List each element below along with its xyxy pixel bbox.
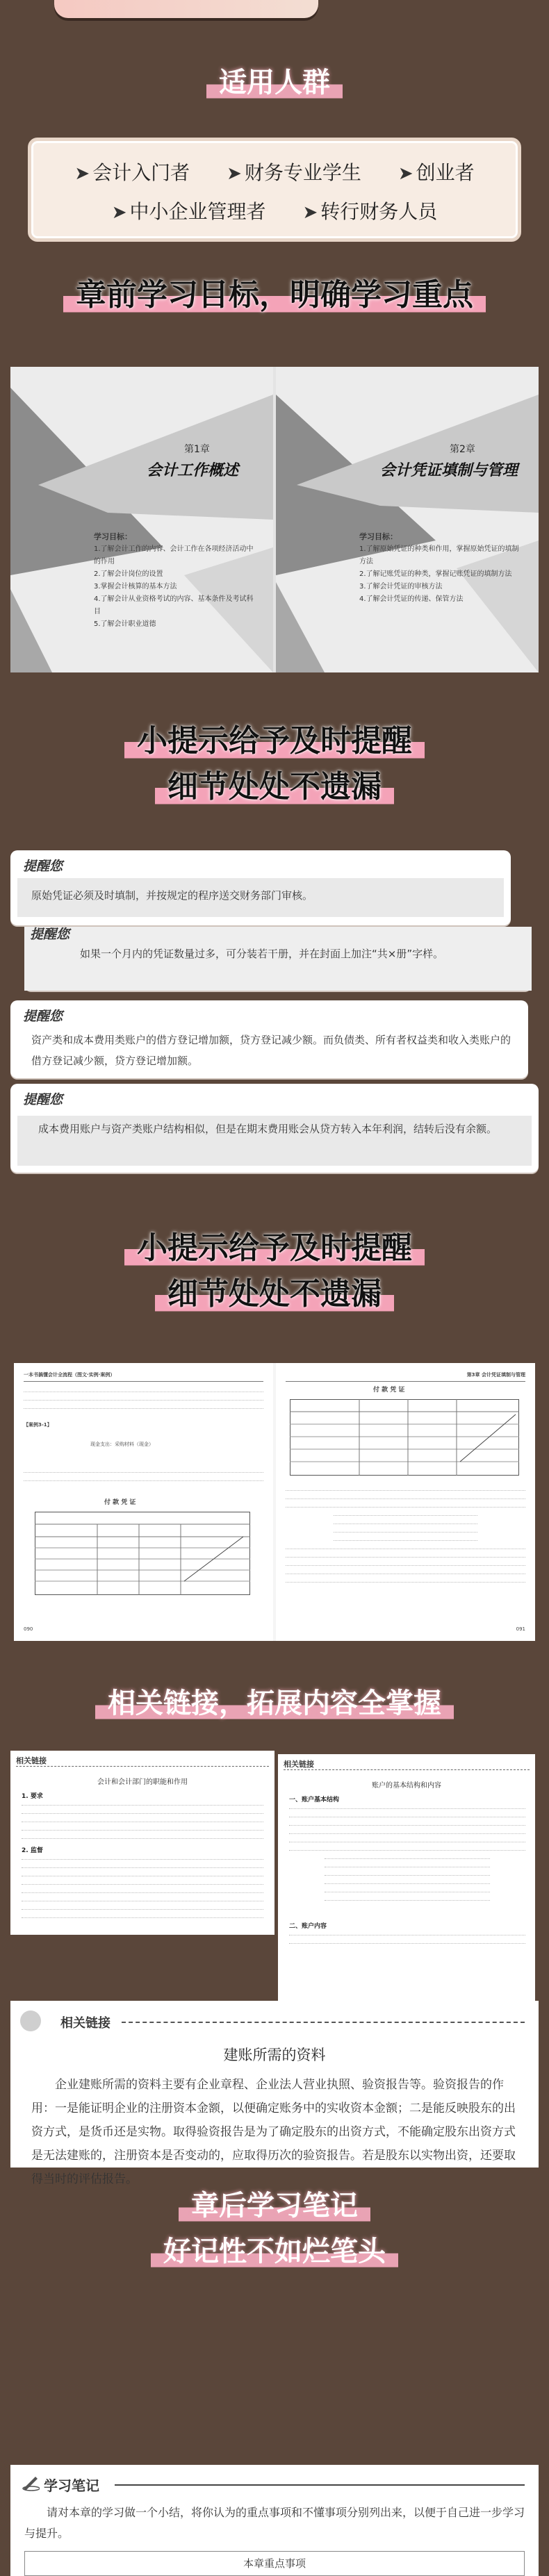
spread-left-section: 【案例3-1】 bbox=[24, 1422, 52, 1428]
objective-item: 1.了解原始凭证的种类和作用，掌握原始凭证的填制方法 bbox=[359, 545, 519, 565]
notes-head: 学习笔记 bbox=[44, 2477, 99, 2494]
divider bbox=[284, 1769, 530, 1770]
divider bbox=[16, 1766, 269, 1767]
person-icon bbox=[20, 2011, 41, 2031]
chapter-label: 第2章 bbox=[450, 444, 475, 455]
link-head: 相关链接 bbox=[60, 2016, 110, 2031]
notes-heading-line1: 章后学习笔记 bbox=[179, 2187, 370, 2224]
tips2-heading-line1: 小提示给予及时提醒 bbox=[124, 1230, 425, 1267]
arrow-icon: ➤ bbox=[111, 202, 127, 223]
objective-item: 3.掌握会计核算的基本方法 bbox=[94, 583, 177, 591]
page-number: 090 bbox=[24, 1626, 33, 1632]
objective-item: 2.了解会计岗位的设置 bbox=[94, 570, 163, 578]
tip-text: 资产类和成本费用类账户的借方登记增加额，贷方登记减少额。而负债类、所有者权益类和收入类账户的借方登记减少额，贷方登记增加额。 bbox=[31, 1034, 511, 1067]
audience-item bbox=[227, 158, 361, 185]
arrow-icon: ➤ bbox=[74, 163, 90, 184]
arrow-icon: ➤ bbox=[302, 202, 318, 223]
pen-icon bbox=[22, 2473, 40, 2491]
spread-left-header: 一本书搞懂会计全流程（图文·实例·案例） bbox=[24, 1372, 115, 1378]
link-section: 2. 监督 bbox=[22, 1847, 43, 1854]
link-body bbox=[289, 1931, 525, 1947]
audience-heading: 适用人群 bbox=[206, 64, 343, 101]
audience-heading-wrap bbox=[0, 64, 549, 101]
tip-text: 如果一个月内的凭证数量过多，可分装若干册，并在封面上加注“共×册”字样。 bbox=[80, 948, 444, 960]
audience-row-2 bbox=[31, 197, 518, 224]
spread-right-page bbox=[276, 1363, 535, 1641]
book-spread bbox=[14, 1363, 535, 1641]
link-panel bbox=[10, 1751, 274, 1935]
chapter-label: 第1章 bbox=[184, 444, 210, 455]
spread-left-body bbox=[24, 1387, 263, 1412]
notes-heading-line2: 好记性不如烂笔头 bbox=[151, 2233, 398, 2270]
objectives-head: 学习目标： bbox=[94, 532, 132, 541]
voucher-table bbox=[290, 1399, 519, 1476]
link-title: 建账所需的资料 bbox=[223, 2047, 326, 2063]
link-panel-featured bbox=[10, 2001, 539, 2186]
link-text: 企业建账所需的资料主要有企业章程、企业法人营业执照、验资报告等。验资报告的作用：一是能证明企业的注册资本金额，以便确定账务中的实收资本金额；二是能反映股东的出资方式，是货币还是实物。取得验资报告是为了确定股东的出资方式，不能确定股东出资方式是无法建账的，注册资本是否变动的，应取得历次的验资报告。若是股东以实物出资，还要取得当时的评估报告。 bbox=[31, 2078, 516, 2186]
audience-label: 中小企业管理者 bbox=[129, 200, 266, 223]
divider bbox=[115, 2484, 525, 2486]
notes-table-head: 本章重点事项 bbox=[24, 2551, 525, 2576]
link-panel bbox=[278, 1754, 535, 2011]
arrow-icon: ➤ bbox=[227, 163, 242, 184]
spread-left-page bbox=[14, 1363, 273, 1641]
tip-card bbox=[10, 850, 511, 925]
chapter-title: 会计工作概述 bbox=[147, 462, 239, 479]
objectives-head: 学习目标： bbox=[359, 532, 398, 541]
links-heading: 相关链接，拓展内容全掌握 bbox=[95, 1685, 454, 1722]
link-head: 相关链接 bbox=[284, 1760, 314, 1769]
tip-card bbox=[10, 1084, 539, 1173]
notes-heading-wrap bbox=[0, 2187, 549, 2279]
divider bbox=[122, 2022, 525, 2023]
link-title: 账户的基本结构和内容 bbox=[372, 1782, 441, 1790]
objective-item: 4.了解会计从业资格考试的内容、基本条件及考试科目 bbox=[94, 595, 254, 616]
tip-text: 原始凭证必须及时填制，并按规定的程序送交财务部门审核。 bbox=[31, 889, 313, 902]
objective-item: 2.了解记账凭证的种类，掌握记账凭证的填制方法 bbox=[359, 570, 512, 578]
tip-head: 提醒您 bbox=[23, 859, 63, 874]
audience-label: 会计入门者 bbox=[92, 161, 190, 184]
divider bbox=[286, 1381, 525, 1382]
spread-right-para bbox=[286, 1485, 525, 1585]
tips2-heading-wrap bbox=[0, 1230, 549, 1321]
tip-head: 提醒您 bbox=[30, 927, 70, 942]
tips-heading-wrap bbox=[0, 723, 549, 814]
link-body bbox=[289, 1804, 525, 1904]
audience-item bbox=[74, 158, 190, 185]
spread-right-header: 第3章 会计凭证填制与管理 bbox=[466, 1372, 525, 1378]
voucher-table bbox=[35, 1512, 250, 1595]
tip-card bbox=[24, 927, 532, 991]
audience-item bbox=[398, 158, 475, 185]
study-notes-panel bbox=[10, 2465, 539, 2576]
chapter-page-1 bbox=[10, 367, 273, 672]
link-body bbox=[22, 1801, 263, 1842]
objectives-box bbox=[359, 531, 519, 606]
objectives-heading: 章前学习目标，明确学习重点 bbox=[63, 276, 486, 314]
notes-intro: 请对本章的学习做一个小结，将你认为的重点事项和不懂事项分别列出来，以便于自己进一步学习与提升。 bbox=[24, 2506, 525, 2540]
objective-item: 3.了解会计凭证的审核方法 bbox=[359, 583, 443, 591]
objective-item: 1.了解会计工作的内容、会计工作在各项经济活动中的作用 bbox=[94, 545, 254, 565]
divider bbox=[24, 1381, 263, 1382]
table-title: 付 款 凭 证 bbox=[104, 1499, 136, 1506]
audience-row-1 bbox=[31, 158, 518, 185]
link-section: 1. 要求 bbox=[22, 1793, 43, 1800]
top-ribbon bbox=[54, 0, 318, 18]
link-section: 一、账户基本结构 bbox=[289, 1797, 340, 1803]
audience-label: 创业者 bbox=[416, 161, 475, 184]
audience-label: 财务专业学生 bbox=[244, 161, 361, 184]
audience-item bbox=[112, 197, 266, 224]
tips-heading-line2: 细节处处不遗漏 bbox=[155, 768, 394, 806]
tip-card bbox=[10, 1000, 528, 1078]
tips-heading-line1: 小提示给予及时提醒 bbox=[124, 723, 425, 760]
audience-box bbox=[28, 138, 521, 242]
chapter-preview-panel bbox=[10, 367, 539, 672]
audience-item bbox=[302, 197, 437, 224]
spread-left-example: 现金支出：采购材料（现金） bbox=[90, 1442, 154, 1447]
page-number: 091 bbox=[516, 1626, 525, 1632]
link-title: 会计和会计部门的职能和作用 bbox=[97, 1778, 188, 1786]
link-head: 相关链接 bbox=[16, 1756, 47, 1765]
link-section: 二、账户内容 bbox=[289, 1923, 327, 1930]
tip-text: 成本费用账户与资产类账户结构相似，但是在期末费用账会从贷方转入本年利润，结转后没有余额。 bbox=[38, 1123, 498, 1135]
objective-item: 4.了解会计凭证的传递、保管方法 bbox=[359, 595, 464, 603]
link-body bbox=[22, 1855, 263, 1922]
tip-head: 提醒您 bbox=[23, 1092, 63, 1107]
links-heading-wrap bbox=[0, 1685, 549, 1722]
tip-head: 提醒您 bbox=[23, 1009, 63, 1024]
audience-label: 转行财务人员 bbox=[320, 200, 438, 223]
table-title: 付 款 凭 证 bbox=[373, 1387, 405, 1394]
chapter-title: 会计凭证填制与管理 bbox=[380, 462, 518, 479]
objectives-heading-wrap bbox=[0, 276, 549, 314]
chapter-page-2 bbox=[276, 367, 539, 672]
spread-left-para bbox=[24, 1467, 263, 1484]
arrow-icon: ➤ bbox=[398, 163, 413, 184]
objective-item: 5.了解会计职业道德 bbox=[94, 620, 156, 628]
triangle-art bbox=[276, 367, 539, 672]
objectives-box bbox=[94, 531, 254, 631]
tips2-heading-line2: 细节处处不遗漏 bbox=[155, 1275, 394, 1313]
